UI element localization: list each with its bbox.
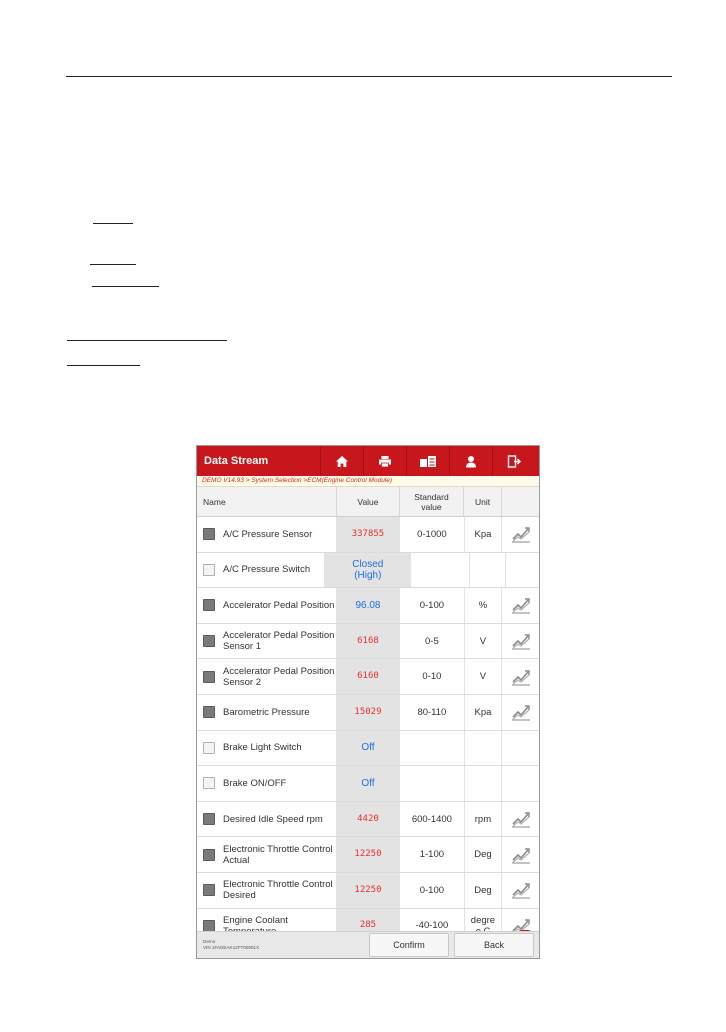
exit-icon bbox=[507, 455, 521, 468]
table-row[interactable] bbox=[197, 553, 539, 589]
graph-icon[interactable] bbox=[511, 668, 531, 686]
row-name: Barometric Pressure bbox=[223, 706, 310, 718]
row-standard-value bbox=[399, 731, 463, 766]
table-row[interactable] bbox=[197, 873, 539, 909]
row-name-cell bbox=[197, 659, 336, 694]
vehicle-info bbox=[197, 939, 369, 951]
row-standard-value: 0-1000 bbox=[399, 517, 463, 552]
table-row[interactable] bbox=[197, 695, 539, 731]
row-unit: degre bbox=[464, 909, 502, 935]
vehicle-info-line1: Demo bbox=[203, 939, 216, 944]
report-button[interactable] bbox=[406, 446, 449, 476]
row-value: Off bbox=[336, 766, 399, 801]
column-header-unit: Unit bbox=[463, 487, 502, 516]
row-unit: Deg bbox=[464, 873, 502, 908]
row-checkbox[interactable] bbox=[203, 777, 215, 789]
row-graph-cell[interactable] bbox=[501, 837, 539, 872]
vehicle-info-line2: VIN 1FADEAK12FT00001X bbox=[203, 945, 260, 950]
row-name-cell bbox=[197, 695, 336, 730]
row-name: Accelerator Pedal Position Sensor 1 bbox=[223, 630, 335, 653]
column-header-name: Name bbox=[203, 496, 226, 507]
row-name: Accelerator Pedal Position bbox=[223, 599, 335, 611]
row-graph-cell bbox=[505, 553, 539, 588]
column-header-graph bbox=[501, 487, 539, 516]
page-header-rule bbox=[66, 76, 672, 77]
row-name: Electronic Throttle Control Desired bbox=[223, 879, 333, 902]
row-unit: rpm bbox=[464, 802, 502, 837]
row-value: 12250 bbox=[336, 873, 399, 908]
row-value: 96.08 bbox=[336, 588, 399, 623]
table-row[interactable] bbox=[197, 517, 539, 553]
table-row[interactable] bbox=[197, 802, 539, 838]
row-standard-value: 0-5 bbox=[399, 624, 463, 659]
home-button[interactable] bbox=[320, 446, 363, 476]
row-value: 12250 bbox=[336, 837, 399, 872]
row-checkbox[interactable] bbox=[203, 884, 215, 896]
data-stream-screen bbox=[196, 445, 540, 959]
row-standard-value bbox=[399, 766, 463, 801]
user-button[interactable] bbox=[449, 446, 492, 476]
row-value: Off bbox=[336, 731, 399, 766]
row-checkbox[interactable] bbox=[203, 742, 215, 754]
row-unit: V bbox=[464, 659, 502, 694]
row-graph-cell[interactable] bbox=[501, 624, 539, 659]
row-name: A/C Pressure Switch bbox=[223, 564, 311, 576]
table-row[interactable] bbox=[197, 588, 539, 624]
row-graph-cell[interactable] bbox=[501, 659, 539, 694]
row-unit: V bbox=[464, 624, 502, 659]
row-name-cell bbox=[197, 873, 336, 908]
row-checkbox[interactable] bbox=[203, 528, 215, 540]
row-name-cell bbox=[197, 731, 336, 766]
row-value: Closed (High) bbox=[324, 553, 410, 588]
graph-icon[interactable] bbox=[511, 596, 531, 614]
row-name-cell bbox=[197, 553, 324, 588]
row-standard-value: 0-100 bbox=[399, 873, 463, 908]
table-row[interactable] bbox=[197, 659, 539, 695]
row-standard-value bbox=[410, 553, 469, 588]
row-name: Brake ON/OFF bbox=[223, 777, 287, 789]
row-unit bbox=[464, 731, 502, 766]
table-row[interactable] bbox=[197, 624, 539, 660]
row-checkbox[interactable] bbox=[203, 813, 215, 825]
graph-icon[interactable] bbox=[511, 525, 531, 543]
row-name: Brake Light Switch bbox=[223, 742, 302, 754]
row-standard-value: 600-1400 bbox=[399, 802, 463, 837]
back-button[interactable]: Back bbox=[454, 933, 534, 957]
row-graph-cell bbox=[501, 766, 539, 801]
row-name: Accelerator Pedal Position Sensor 2 bbox=[223, 665, 335, 688]
graph-icon[interactable] bbox=[511, 703, 531, 721]
table-row[interactable] bbox=[197, 766, 539, 802]
row-graph-cell[interactable] bbox=[501, 517, 539, 552]
user-icon bbox=[465, 455, 477, 468]
row-graph-cell[interactable] bbox=[501, 695, 539, 730]
top-bar bbox=[197, 446, 539, 476]
graph-icon[interactable] bbox=[511, 846, 531, 864]
underline-mark bbox=[93, 223, 133, 224]
print-icon bbox=[378, 455, 392, 468]
row-value: 285 bbox=[336, 909, 399, 935]
row-value: 337855 bbox=[336, 517, 399, 552]
row-unit bbox=[464, 766, 502, 801]
row-standard-value: 0-100 bbox=[399, 588, 463, 623]
screen-title: Data Stream bbox=[204, 455, 269, 467]
underline-mark bbox=[67, 365, 140, 366]
row-name-cell bbox=[197, 588, 336, 623]
row-checkbox[interactable] bbox=[203, 706, 215, 718]
row-value: 6160 bbox=[336, 659, 399, 694]
underline-mark bbox=[92, 286, 159, 287]
row-name-cell bbox=[197, 837, 336, 872]
exit-button[interactable] bbox=[492, 446, 535, 476]
row-unit: Kpa bbox=[464, 695, 502, 730]
underline-mark bbox=[90, 264, 136, 265]
row-unit: % bbox=[464, 588, 502, 623]
graph-icon[interactable] bbox=[511, 632, 531, 650]
table-header bbox=[197, 487, 539, 517]
row-unit bbox=[469, 553, 504, 588]
row-graph-cell[interactable] bbox=[501, 802, 539, 837]
breadcrumb: DEMO V14.93 > System Selection >ECM(Engine Control Module) bbox=[197, 476, 539, 487]
row-name-cell bbox=[197, 766, 336, 801]
row-standard-value: 1-100 bbox=[399, 837, 463, 872]
row-value: 6168 bbox=[336, 624, 399, 659]
print-button[interactable] bbox=[363, 446, 406, 476]
row-graph-cell[interactable] bbox=[501, 588, 539, 623]
row-standard-value: 80-110 bbox=[399, 695, 463, 730]
row-standard-value: 0-10 bbox=[399, 659, 463, 694]
row-name-cell bbox=[197, 624, 336, 659]
table-row[interactable] bbox=[197, 731, 539, 767]
row-value: 4420 bbox=[336, 802, 399, 837]
table-row[interactable] bbox=[197, 837, 539, 873]
row-name-cell bbox=[197, 802, 336, 837]
graph-icon[interactable] bbox=[511, 810, 531, 828]
home-icon bbox=[335, 455, 349, 468]
row-unit: Kpa bbox=[464, 517, 502, 552]
column-header-standard: Standard value bbox=[399, 487, 463, 516]
column-header-value: Value bbox=[336, 487, 399, 516]
row-graph-cell bbox=[501, 731, 539, 766]
row-checkbox[interactable] bbox=[203, 564, 215, 576]
data-stream-table bbox=[197, 517, 539, 935]
row-unit: Deg bbox=[464, 837, 502, 872]
row-name: Engine Coolant bbox=[223, 914, 288, 926]
row-name: Electronic Throttle Control Actual bbox=[223, 843, 333, 866]
underline-mark bbox=[67, 340, 227, 341]
graph-icon[interactable] bbox=[511, 881, 531, 899]
row-checkbox[interactable] bbox=[203, 635, 215, 647]
footer-bar bbox=[197, 931, 539, 958]
row-checkbox[interactable] bbox=[203, 849, 215, 861]
row-name: Desired Idle Speed rpm bbox=[223, 813, 323, 825]
row-name-cell bbox=[197, 517, 336, 552]
report-icon bbox=[419, 455, 437, 468]
row-checkbox[interactable] bbox=[203, 671, 215, 683]
row-value: 15029 bbox=[336, 695, 399, 730]
row-standard-value: -40-100 bbox=[399, 909, 463, 935]
row-graph-cell[interactable] bbox=[501, 873, 539, 908]
row-checkbox[interactable] bbox=[203, 599, 215, 611]
confirm-button[interactable]: Confirm bbox=[369, 933, 449, 957]
row-name: A/C Pressure Sensor bbox=[223, 528, 313, 540]
